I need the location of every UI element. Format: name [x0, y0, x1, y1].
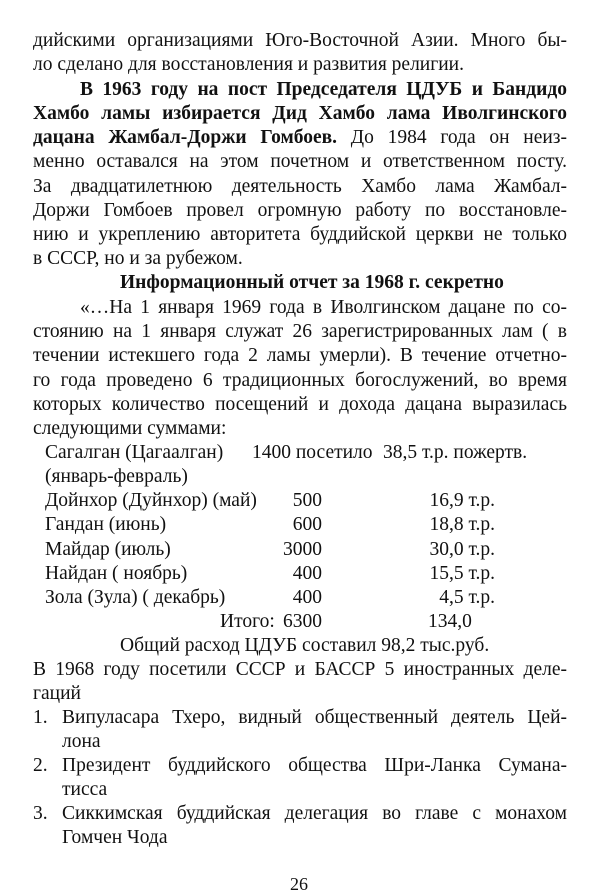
- list-item: Гомчен Чода: [62, 827, 168, 848]
- text-rest: До 1984 года он неиз-: [337, 127, 567, 148]
- donation-sum: 38,5 т.р. пожертв.: [383, 442, 528, 463]
- holiday-name: Сагалган (Цагаалган): [45, 442, 224, 463]
- text-line: В 1968 году посетили СССР и БАССР 5 иностранных деле-: [33, 659, 567, 680]
- holiday-months: (январь-февраль): [45, 466, 188, 487]
- holiday-name: Найдан ( ноябрь): [45, 563, 188, 584]
- list-item: Сиккимская буддийская делегация во главе с монахом: [62, 803, 567, 824]
- report-title: Информационный отчет за 1968 г. секретно: [120, 272, 504, 293]
- list-number: 3.: [33, 803, 48, 824]
- total-label: Итого:: [220, 611, 275, 632]
- expense-line: Общий расход ЦДУБ составил 98,2 тыс.руб.: [120, 635, 490, 656]
- visitor-count: 500: [292, 490, 322, 511]
- visitor-count: 1400 посетило: [252, 442, 373, 463]
- list-item: тисса: [62, 779, 108, 800]
- text-line: следующими суммами:: [33, 418, 227, 439]
- visitor-count: 400: [292, 587, 322, 608]
- list-item: Президент буддийского общества Шри-Ланка Сумана-: [62, 755, 567, 776]
- page-number: 26: [290, 874, 308, 894]
- text-line: дийскими организациями Юго-Восточной Азии. Много бы-: [33, 30, 567, 51]
- holiday-name: Дойнхор (Дуйнхор) (май): [45, 490, 257, 511]
- bold-name: дацана Жамбал-Доржи Гомбоев.: [33, 127, 338, 148]
- text-line: гаций: [33, 683, 81, 704]
- list-item: Випуласара Тхеро, видный общественный деятель Цей-: [62, 707, 567, 728]
- text-line: стоянию на 1 января служат 26 зарегистрированных лам ( в: [33, 321, 567, 342]
- visitor-count: 600: [292, 514, 322, 535]
- list-item: лона: [62, 731, 101, 752]
- list-number: 2.: [33, 755, 48, 776]
- text-line: го года проведено 6 традиционных богослужений, во время: [33, 370, 567, 391]
- text-line: [33, 126, 567, 150]
- holiday-name: Гандан (июнь): [45, 514, 167, 535]
- text-line: ло сделано для восстановления и развития религии.: [33, 54, 464, 75]
- donation-sum: 4,5 т.р.: [439, 587, 495, 608]
- text-line: Доржи Гомбоев провел огромную работу по восстановле-: [33, 200, 567, 221]
- text-line: течении истекшего года 2 ламы умерли). В течение отчетно-: [33, 345, 567, 366]
- holiday-name: Зола (Зула) ( декабрь): [45, 587, 226, 608]
- text-line: нию и укреплению авторитета буддийской церкви не только: [33, 224, 567, 245]
- total-count: 6300: [283, 611, 322, 632]
- donation-sum: 16,9 т.р.: [429, 490, 495, 511]
- holiday-name: Майдар (июль): [45, 539, 171, 560]
- visitor-count: 400: [292, 563, 322, 584]
- donation-sum: 15,5 т.р.: [429, 563, 495, 584]
- bold-line: Хамбо ламы избирается Дид Хамбо лама Иволгинского: [33, 103, 567, 124]
- visitor-count: 3000: [283, 539, 322, 560]
- text-line: За двадцатилетнюю деятельность Хамбо лама Жамбал-: [33, 176, 567, 197]
- donation-sum: 30,0 т.р.: [429, 539, 495, 560]
- text-line: которых количество посещений и дохода дацана выразилась: [33, 394, 567, 415]
- donation-sum: 18,8 т.р.: [429, 514, 495, 535]
- total-sum: 134,0: [428, 611, 472, 632]
- text-line: в СССР, но и за рубежом.: [33, 248, 243, 269]
- text-line: менно оставался на этом почетном и ответственном посту.: [33, 151, 567, 172]
- list-number: 1.: [33, 707, 48, 728]
- text-line: «…На 1 января 1969 года в Иволгинском дацане по со-: [80, 297, 567, 318]
- bold-line: В 1963 году на пост Председателя ЦДУБ и Бандидо: [80, 79, 567, 100]
